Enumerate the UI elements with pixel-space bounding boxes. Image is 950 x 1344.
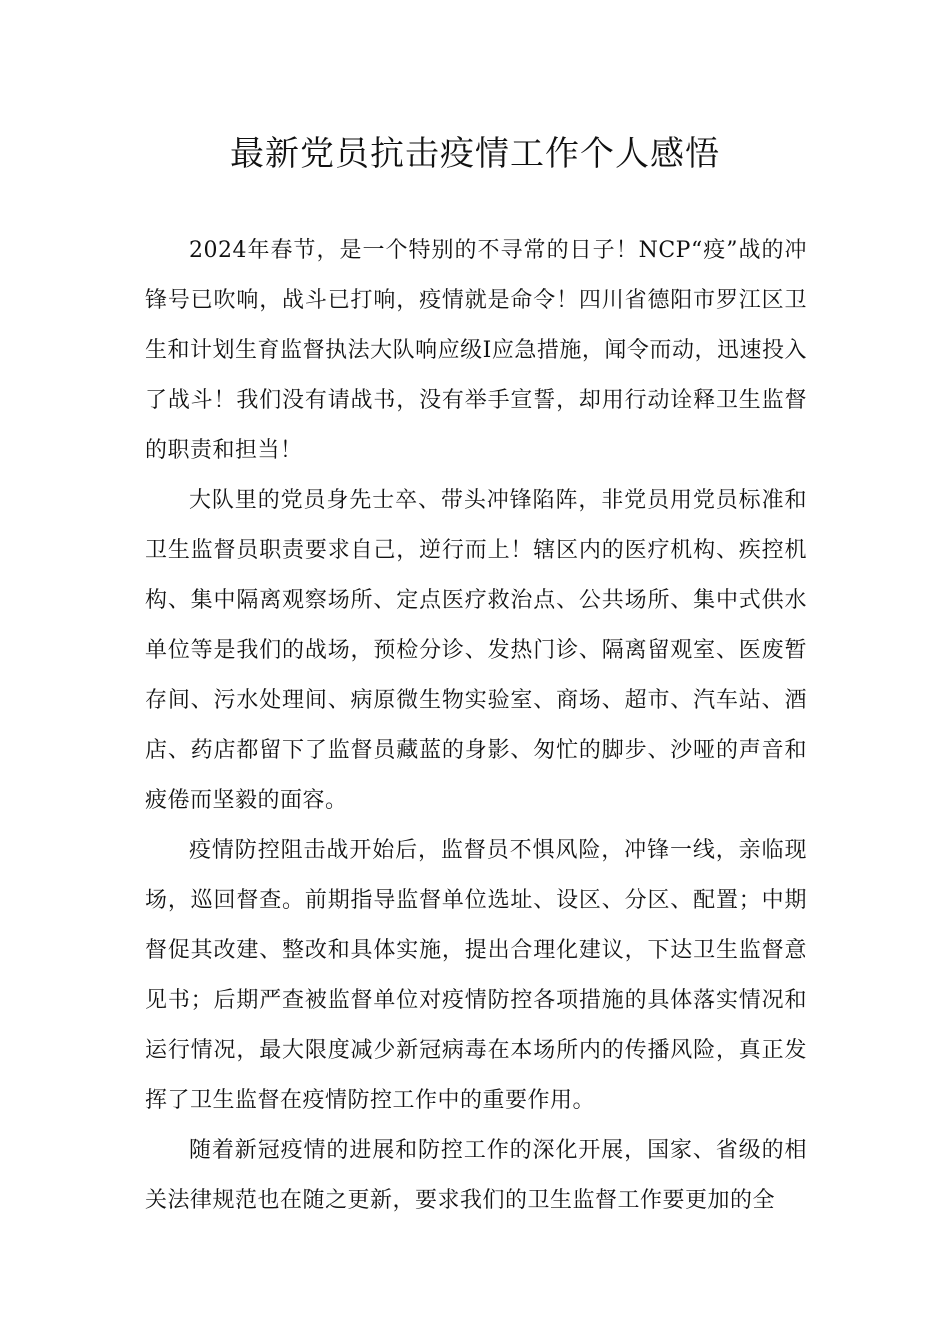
paragraph-4: 随着新冠疫情的进展和防控工作的深化开展，国家、省级的相关法律规范也在随之更新，要求我们的卫生监督工作要更加的全: [145, 1138, 807, 1213]
document-title: 最新党员抗击疫情工作个人感悟: [230, 134, 720, 174]
paragraph-3: 疫情防控阻击战开始后，监督员不惧风险，冲锋一线，亲临现场，巡回督查。前期指导监督单位选址、设区、分区、配置；中期督促其改建、整改和具体实施，提出合理化建议，下达卫生监督意见书；后期严查被监督单位对疫情防控各项措施的具体落实情况和运行情况，最大限度减少新冠病毒在本场所内的传播风险，真正发挥了卫生监督在疫情防控工作中的重要作用。: [145, 838, 807, 1113]
document-body: [145, 226, 807, 1226]
paragraph-2: 大队里的党员身先士卒、带头冲锋陷阵，非党员用党员标准和卫生监督员职责要求自己，逆行而上！辖区内的医疗机构、疾控机构、集中隔离观察场所、定点医疗救治点、公共场所、集中式供水单位等是我们的战场，预检分诊、发热门诊、隔离留观室、医废暂存间、污水处理间、病原微生物实验室、商场、超市、汽车站、酒店、药店都留下了监督员藏蓝的身影、匆忙的脚步、沙哑的声音和疲倦而坚毅的面容。: [145, 488, 807, 813]
paragraph-1: 2024年春节，是一个特别的不寻常的日子！NCP“疫”战的冲锋号已吹响，战斗已打响，疫情就是命令！四川省德阳市罗江区卫生和计划生育监督执法大队响应级Ⅰ应急措施，闻令而动，迅速投入了战斗！我们没有请战书，没有举手宣誓，却用行动诠释卫生监督的职责和担当！: [145, 238, 807, 463]
